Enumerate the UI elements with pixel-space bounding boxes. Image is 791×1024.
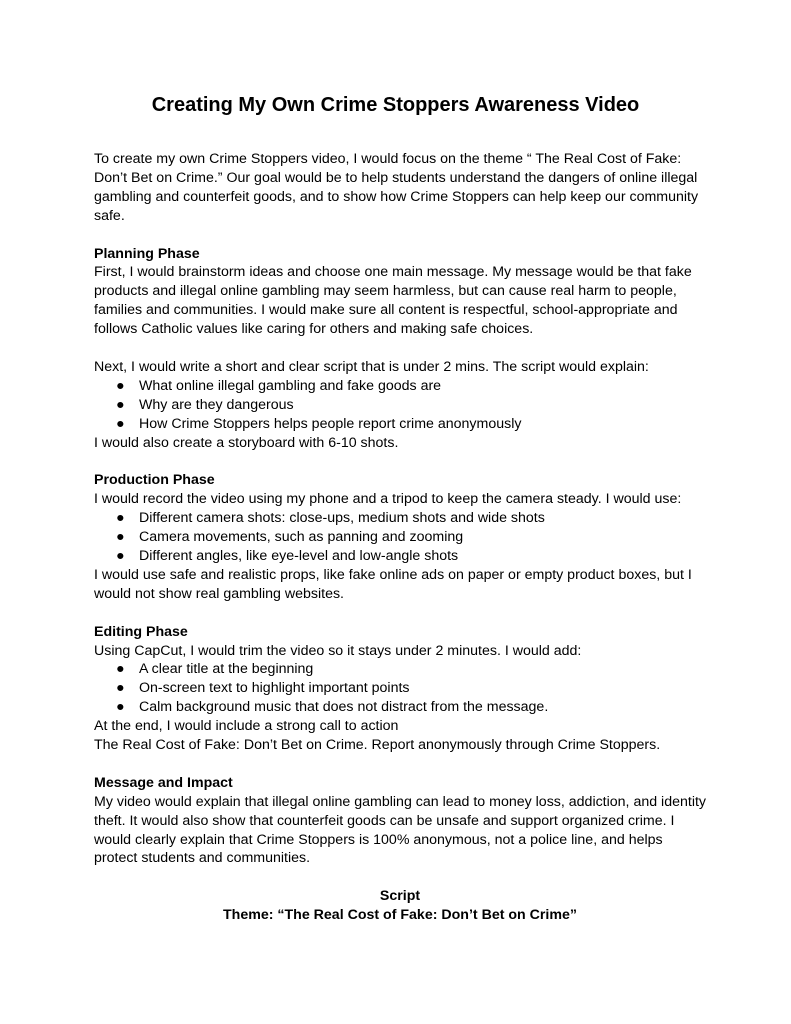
list-item-text: What online illegal gambling and fake goods are (139, 377, 442, 394)
list-item-text: How Crime Stoppers helps people report crime anonymously (139, 415, 522, 432)
document-body (94, 150, 706, 925)
list-item (94, 396, 706, 415)
list-item (94, 547, 706, 566)
bullet-icon: ● (116, 680, 125, 697)
bullet-icon: ● (116, 529, 125, 546)
list-item (94, 415, 706, 434)
list-item-text: A clear title at the beginning (139, 661, 314, 678)
editing-intro: Using CapCut, I would trim the video so it stays under 2 minutes. I would add: (94, 642, 582, 659)
list-item-text: Calm background music that does not distract from the message. (139, 699, 549, 716)
script-heading: Script (379, 888, 421, 905)
list-item (94, 509, 706, 528)
bullet-icon: ● (116, 510, 125, 527)
list-item-text: Different camera shots: close-ups, medium shots and wide shots (139, 510, 545, 527)
production-bullet-list (94, 509, 706, 566)
planning-after-text: I would also create a storyboard with 6-10 shots. (94, 434, 399, 451)
planning-paragraph-1: First, I would brainstorm ideas and choose one main message. My message would be that fake products and illegal online gambling may seem harmless, but can cause real harm to people, families and communities. I would make sure all content is respectful, school-appropriate and follows Catholic values like caring for others and making safe choices. (94, 264, 692, 338)
list-item (94, 377, 706, 396)
production-intro: I would record the video using my phone and a tripod to keep the camera steady. I would use: (94, 491, 682, 508)
planning-paragraph-2: Next, I would write a short and clear script that is under 2 mins. The script would explain: (94, 358, 649, 375)
list-item (94, 660, 706, 679)
editing-after-text-2: The Real Cost of Fake: Don’t Bet on Crime. Report anonymously through Crime Stoppers. (94, 737, 661, 754)
impact-heading: Message and Impact (94, 774, 233, 791)
list-item-text: Why are they dangerous (139, 396, 294, 413)
script-theme: Theme: “The Real Cost of Fake: Don’t Bet on Crime” (223, 907, 577, 924)
impact-paragraph: My video would explain that illegal online gambling can lead to money loss, addiction, and identity theft. It would also show that counterfeit goods can be unsafe and support organized crime. I would clearly explain that Crime Stoppers is 100% anonymous, not a police line, and helps protect students and communities. (94, 793, 707, 867)
bullet-icon: ● (116, 661, 125, 678)
editing-bullet-list (94, 660, 706, 717)
list-item (94, 679, 706, 698)
editing-after-text-1: At the end, I would include a strong call to action (94, 718, 399, 735)
list-item (94, 698, 706, 717)
bullet-icon: ● (116, 699, 125, 716)
list-item-text: Camera movements, such as panning and zooming (139, 529, 464, 546)
production-after-text: I would use safe and realistic props, like fake online ads on paper or empty product boxes, but I would not show real gambling websites. (94, 566, 692, 602)
list-item (94, 528, 706, 547)
document-title: Creating My Own Crime Stoppers Awareness Video (151, 94, 640, 116)
bullet-icon: ● (116, 415, 125, 432)
list-item-text: Different angles, like eye-level and low-angle shots (139, 547, 459, 564)
production-heading: Production Phase (94, 472, 215, 489)
intro-paragraph: To create my own Crime Stoppers video, I would focus on the theme “ The Real Cost of Fake: Don’t Bet on Crime.” Our goal would be to help students understand the dangers of online illegal gambling and counterfeit goods, and to show how Crime Stoppers can help keep our community safe. (94, 151, 699, 224)
list-item-text: On-screen text to highlight important points (139, 680, 410, 697)
bullet-icon: ● (116, 377, 125, 394)
bullet-icon: ● (116, 547, 125, 564)
planning-bullet-list (94, 377, 706, 434)
bullet-icon: ● (116, 396, 125, 413)
editing-heading: Editing Phase (94, 623, 188, 640)
planning-heading: Planning Phase (94, 245, 200, 262)
